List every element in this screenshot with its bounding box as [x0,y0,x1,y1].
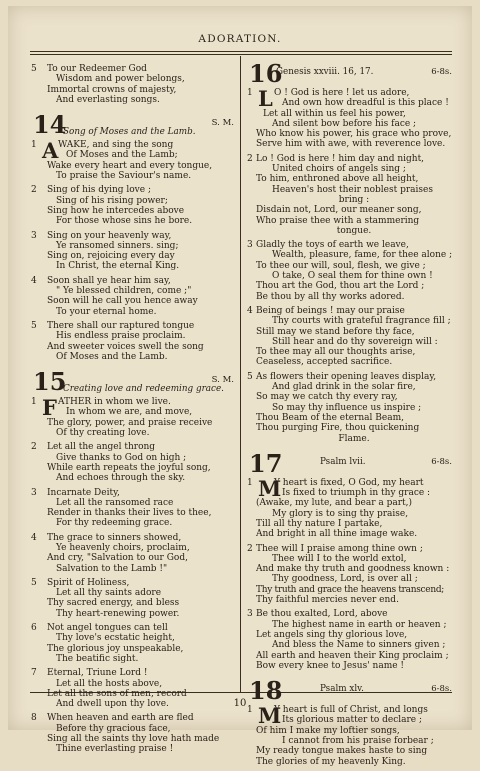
verse-line: Thy faithful mercies never end. [256,595,399,606]
verse-line: Of thy creating love. [56,428,150,439]
verse-line: Let all the hosts above, [56,678,163,689]
verse [246,88,452,150]
verse-number: 4 [247,305,253,316]
verse [30,578,234,619]
verse-line: Let all thy saints adore [56,588,162,599]
verse-line: Thy goodness, Lord, is over all ; [272,574,418,585]
verse-line: And glad drink in the solar fire, [272,382,416,393]
verse [30,623,234,664]
verse-line: To thee may all our thoughts arise, [256,347,416,358]
verse-line: (Awake, my lute, and bear a part,) [256,498,413,509]
verse-line: Sing how he intercedes above [47,205,185,216]
verse-line: Thy love's ecstatic height, [56,633,175,644]
verse-line: Thy truth and grace the heavens transcend; [256,584,445,595]
verse-line: Heaven's host their noblest praises [272,184,433,195]
verse-line: For thy redeeming grace. [56,518,173,529]
verse-line: Who know his power, his grace who prove, [256,129,452,140]
hymn-number: 14 [33,110,67,140]
verse-line: Render in thanks their lives to thee, [47,508,212,519]
verse [246,240,452,302]
verse-line: Y heart is full of Christ, and longs [274,705,428,716]
verse-line: Thee will I praise among thine own ; [256,543,423,554]
verse-line: Thy courts with grateful fragrance fill ; [272,316,451,327]
drop-capital: F [42,395,57,421]
hymn-meter: 6-8s. [431,456,452,467]
hymn-header [30,367,234,397]
verse-line: I cannot from his praise forbear ; [282,736,434,747]
verse-line: Let all the ransomed race [56,497,174,508]
verse-line: The highest name in earth or heaven ; [272,619,447,630]
verse-line: bring : [338,194,370,205]
verse-line: Be thou exalted, Lord, above [256,609,388,620]
verse-line: Thy heart-renewing power. [56,608,180,619]
verse-line: So may thy influence us inspire ; [272,402,422,413]
verse [30,64,234,105]
hymn-number: 18 [249,676,283,706]
header-rule-top [30,51,452,52]
verse-line: United choirs of angels sing ; [272,164,406,175]
verse-line: Of him I make my loftier songs, [256,725,400,736]
scripture-reference: Psalm xlv. [320,684,364,695]
verse-line: The grace to sinners showed, [47,532,182,543]
verse-number: 8 [31,713,37,724]
verse-line: In Christ, the eternal King. [56,261,180,272]
verse-line: And sweeter voices swell the song [47,341,204,352]
verse-line: And echoes through the sky. [56,473,186,484]
verse-line: Of Moses and the Lamb. [56,351,168,362]
scripture-reference: Psalm lvii. [320,456,366,467]
verse-line: Sing of his dying love ; [47,185,151,196]
verse-line: To your eternal home. [56,306,157,317]
verse-line: Till all thy nature I partake, [256,518,383,529]
verse-number: 7 [31,668,37,679]
verse-line: Let all within us feel his power, [263,108,406,119]
verse-line: And own how dreadful is this place ! [282,98,449,109]
verse-line: Thou Beam of the eternal Beam, [256,412,404,423]
verse-line: Wealth, pleasure, fame, for thee alone ; [272,250,453,261]
verse-line: Let all the angel throng [47,442,156,453]
verse-number: 3 [247,240,253,251]
verse-line: WAKE, and sing the song [58,140,174,151]
verse-line: Serve him with awe, with reverence love. [256,139,446,150]
verse [246,475,452,540]
verse-number: 5 [31,577,37,588]
verse-line: Soon shall ye hear him say, [47,275,171,286]
verse-line: Spirit of Holiness, [47,577,130,588]
verse-number: 2 [247,153,253,164]
verse [30,488,234,529]
verse-line: And make thy truth and goodness known : [256,564,450,575]
verse-number: 5 [31,64,37,74]
verse-number: 1 [247,477,253,488]
verse-line: My glory is to sing thy praise, [272,508,409,519]
verse-line: Sing all the saints thy love hath made [47,734,220,745]
verse-line: The glory, power, and praise receive [47,417,213,428]
verse-line: To him, enthroned above all height, [256,174,419,185]
verse-line: Being of beings ! may our praise [256,305,405,316]
verse-number: 5 [247,371,253,382]
verse-line: While earth repeats the joyful song, [47,462,211,473]
verse [30,442,234,483]
verse [246,705,452,767]
verse-line: Not angel tongues can tell [47,623,168,634]
hymn-meter: 6-8s. [431,67,452,77]
verse-line: Thine everlasting praise ! [56,744,174,755]
verse-line: tongue. [336,225,372,236]
drop-capital: M [258,475,282,501]
verse-line: In whom we are, and move, [66,407,193,418]
verse-line: Wisdom and power belongs, [56,74,185,85]
right-column [246,59,453,771]
verse-line: Be thou by all thy works adored. [256,291,405,302]
running-head: ADORATION. [198,33,282,45]
hymn-header [246,448,452,478]
verse-line: Soon will he call you hence away [47,296,198,307]
verse-line: And bless the Name to sinners given ; [272,640,446,651]
verse-line: " Ye blessed children, come ;" [56,286,192,297]
verse-line: His endless praise proclaim. [56,331,186,342]
verse-number: 5 [31,320,37,331]
verse-line: Let angels sing thy glorious love, [256,629,408,640]
verse-line: To praise the Saviour's name. [56,171,192,182]
verse [246,544,452,606]
verse-line: And bright in all thine image wake. [256,529,418,540]
header-rule-bottom [30,54,452,55]
verse-line: Sing of his rising power; [56,195,168,206]
verse-line: Ceaseless, accepted sacrifice. [256,357,393,368]
verse-line: Ye heavenly choirs, proclaim, [56,542,190,553]
verse [30,231,234,272]
verse-line: Incarnate Deity, [47,487,120,498]
verse-line: Flame. [338,433,370,444]
verse-number: 2 [31,442,37,453]
verse-line: My ready tongue makes haste to sing [256,746,428,757]
verse-line: Thou art the God, thou art the Lord ; [256,281,425,292]
verse-line: Eternal, Triune Lord ! [47,668,148,679]
hymn-number: 17 [249,448,283,478]
verse-line: So may we catch thy every ray, [256,392,398,403]
hymn-meter: S. M. [211,375,234,386]
verse-line: O take, O seal them for thine own ! [272,271,433,282]
verse [30,140,234,181]
verse-line: When heaven and earth are fled [47,713,194,724]
hymn-number: 15 [33,367,67,397]
verse-line: And dwell upon thy love. [56,699,169,710]
verse-line: Disdain not, Lord, our meaner song, [256,205,422,216]
verse-line: ATHER in whom we live. [58,397,171,408]
verse-line: Sing on, rejoicing every day [47,251,175,262]
verse-line: And silent bow before his face ; [272,118,417,129]
hymn-meter: 6-8s. [431,684,452,695]
verse-line: Of Moses and the Lamb; [66,150,178,161]
verse-line: Wake every heart and every tongue, [47,160,213,171]
verse-line: Give thanks to God on high ; [56,452,187,463]
verse-line: Is fixed to triumph in thy grace : [282,488,431,499]
verse-number: 3 [247,609,253,620]
verse [246,372,452,444]
verse-number: 1 [31,397,37,408]
verse [30,713,234,754]
verse-line: The beatific sight. [56,653,139,664]
verse-line: The glorious joy unspeakable, [47,643,184,654]
verse-line: To thee our will, soul, flesh, we give ; [256,260,426,271]
verse [30,185,234,226]
verse-line: There shall our raptured tongue [47,320,195,331]
verse-line: Bow every knee to Jesus' name ! [256,660,405,671]
verse-line: And everlasting songs. [56,94,160,105]
verse [30,276,234,317]
verse-number: 2 [31,185,37,196]
verse-line: Before thy gracious face, [56,723,171,734]
verse-line: To our Redeemer God [47,64,147,74]
hymn-title: Creating love and redeeming grace. [63,384,224,395]
verse-line: Still may we stand before thy face, [256,326,415,337]
column-divider [240,56,241,692]
verse-line: Sing on your heavenly way, [47,230,172,241]
drop-capital: A [42,138,59,164]
verse-line: Thou purging Fire, thou quickening [256,423,420,434]
page-number: 10 [233,698,247,709]
hymn-number: 16 [249,59,283,88]
verse [246,306,452,368]
verse-line: All earth and heaven their King proclaim ; [256,650,449,661]
verse-number: 1 [31,140,37,151]
verse-line: For those whose sins he bore. [56,216,193,227]
verse [246,609,452,671]
left-column [30,64,234,759]
drop-capital: M [258,703,282,729]
verse-line: Still hear and do thy sovereign will : [272,336,438,347]
verse-number: 1 [247,705,253,716]
verse-number: 3 [31,230,37,241]
verse [30,321,234,362]
verse-number: 6 [31,623,37,634]
verse-number: 2 [247,543,253,554]
verse-line: As flowers their opening leaves display, [256,371,437,382]
scripture-reference: Genesis xxviii. 16, 17. [276,67,374,77]
verse-number: 3 [31,487,37,498]
verse-line: And cry, "Salvation to our God, [47,553,188,564]
verse-line: Lo ! God is here ! him day and night, [256,153,425,164]
verse-line: Immortal crowns of majesty, [47,84,177,95]
verse-line: Who praise thee with a stammering [256,215,420,226]
verse-line: Thy sacred energy, and bless [47,598,180,609]
verse-line: O ! God is here ! let us adore, [274,88,410,98]
verse [246,154,452,236]
drop-capital: L [258,86,273,111]
verse-line: Salvation to the Lamb !" [56,563,168,574]
verse-line: The glories of my heavenly King. [256,756,406,767]
verse-line: Ye ransomed sinners. sing; [56,240,179,251]
verse-line: Gladly the toys of earth we leave, [256,240,409,251]
verse-line: Let all the sons of men, record [47,688,187,699]
verse-number: 1 [247,88,253,98]
verse [30,397,234,438]
verse-line: Y heart is fixed, O God, my heart [274,477,424,488]
verse [30,533,234,574]
hymn-header [30,110,234,140]
verse-line: Thee will I to the world extol, [272,553,407,564]
hymn-header [246,59,452,88]
verse-line: Its glorious matter to declare ; [282,715,422,726]
verse-number: 4 [31,532,37,543]
hymn-title: Song of Moses and the Lamb. [63,127,196,138]
verse-number: 4 [31,275,37,286]
hymn-meter: S. M. [211,118,234,129]
